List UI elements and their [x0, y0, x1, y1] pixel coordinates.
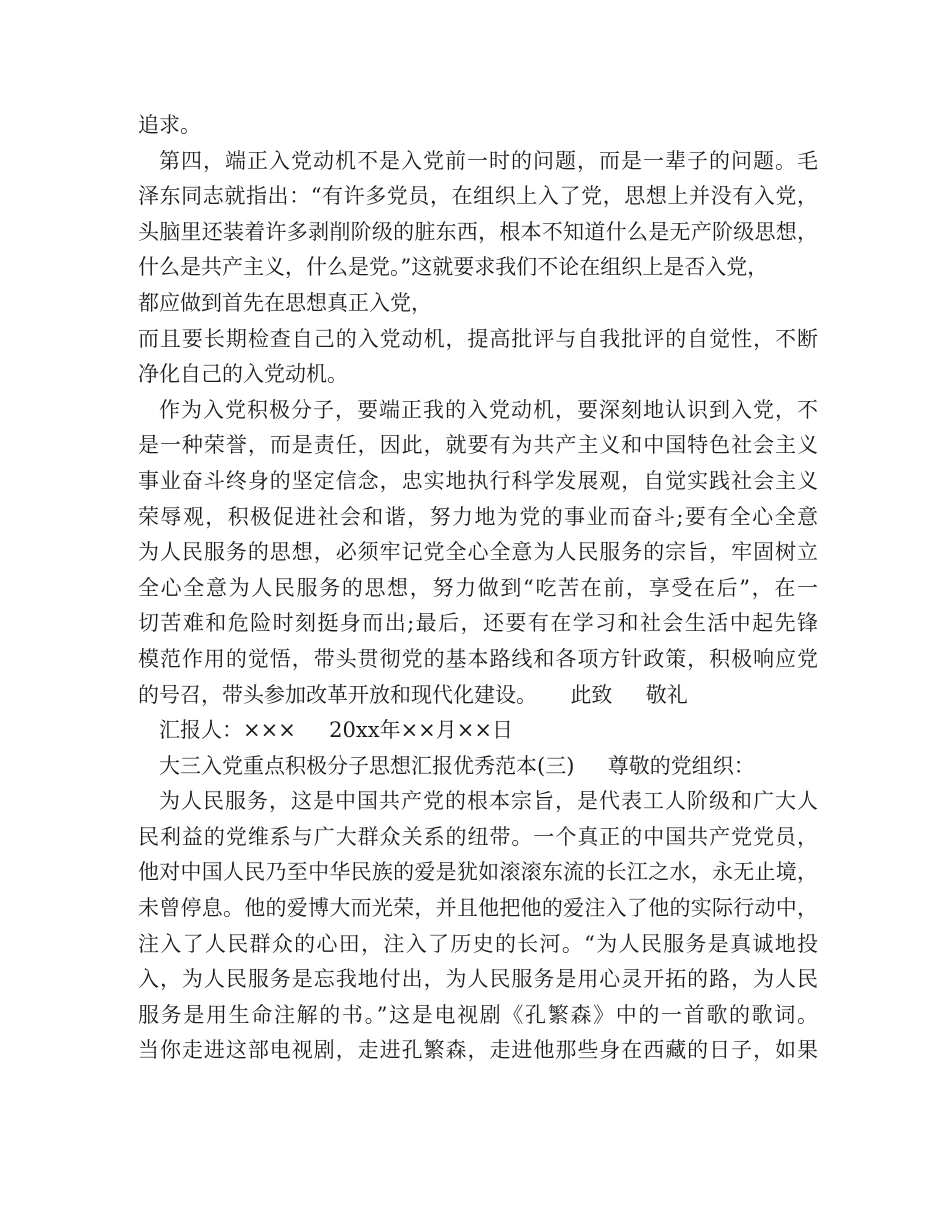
text-line: 而且要长期检查自己的入党动机，提高批评与自我批评的自觉性，不断: [138, 326, 818, 351]
text-line: 切苦难和危险时刻挺身而出;最后，还要有在学习和社会生活中起先锋: [138, 611, 818, 636]
text-line: 当你走进这部电视剧，走进孔繁森，走进他那些身在西藏的日子，如果: [138, 1038, 818, 1063]
text-line: 头脑里还装着许多剥削阶级的脏东西，根本不知道什么是无产阶级思想，: [138, 219, 818, 244]
document-body: [138, 108, 818, 1069]
text-line: 大三入党重点积极分子思想汇报优秀范本(三) 尊敬的党组织：: [159, 753, 755, 778]
text-line: 作为入党积极分子，要端正我的入党动机，要深刻地认识到入党，不: [159, 397, 818, 422]
text-line: 事业奋斗终身的坚定信念，忠实地执行科学发展观，自觉实践社会主义: [138, 468, 818, 493]
text-line: 注入了人民群众的心田，注入了历史的长河。“为人民服务是真诚地投: [138, 931, 818, 956]
text-line: 为人民服务，这是中国共产党的根本宗旨，是代表工人阶级和广大人: [159, 789, 818, 814]
text-line: 荣辱观，积极促进社会和谐，努力地为党的事业而奋斗;要有全心全意: [138, 504, 818, 529]
text-line: 未曾停息。他的爱博大而光荣，并且他把他的爱注入了他的实际行动中，: [138, 896, 818, 921]
text-line: 第四，端正入党动机不是入党前一时的问题，而是一辈子的问题。毛: [159, 148, 818, 173]
text-line: 模范作用的觉悟，带头贯彻党的基本路线和各项方针政策，积极响应党: [138, 646, 818, 671]
text-line: 全心全意为人民服务的思想，努力做到“吃苦在前，享受在后”，在一: [138, 575, 818, 600]
text-line: 是一种荣誉，而是责任，因此，就要有为共产主义和中国特色社会主义: [138, 433, 818, 458]
text-line: 入，为人民服务是忘我地付出，为人民服务是用心灵开拓的路，为人民: [138, 967, 818, 992]
text-line: 都应做到首先在思想真正入党，: [138, 290, 432, 315]
text-line: 服务是用生命注解的书。”这是电视剧《孔繁森》中的一首歌的歌词。: [138, 1002, 818, 1027]
text-line: 汇报人：××× 20xx年××月××日: [159, 718, 513, 743]
text-line: 什么是共产主义，什么是党。”这就要求我们不论在组织上是否入党，: [138, 255, 769, 280]
text-line: 泽东同志就指出：“有许多党员，在组织上入了党，思想上并没有入党，: [138, 184, 818, 209]
text-line: 的号召，带头参加改革开放和现代化建设。 此致 敬礼: [138, 682, 688, 707]
text-line: 他对中国人民乃至中华民族的爱是犹如滚滚东流的长江之水，永无止境，: [138, 860, 818, 885]
text-line: 追求。: [138, 113, 201, 137]
text-line: 民利益的党维系与广大群众关系的纽带。一个真正的中国共产党党员，: [138, 824, 818, 849]
text-line: 净化自己的入党动机。: [138, 362, 348, 387]
text-line: 为人民服务的思想，必须牢记党全心全意为人民服务的宗旨，牢固树立: [138, 540, 818, 565]
